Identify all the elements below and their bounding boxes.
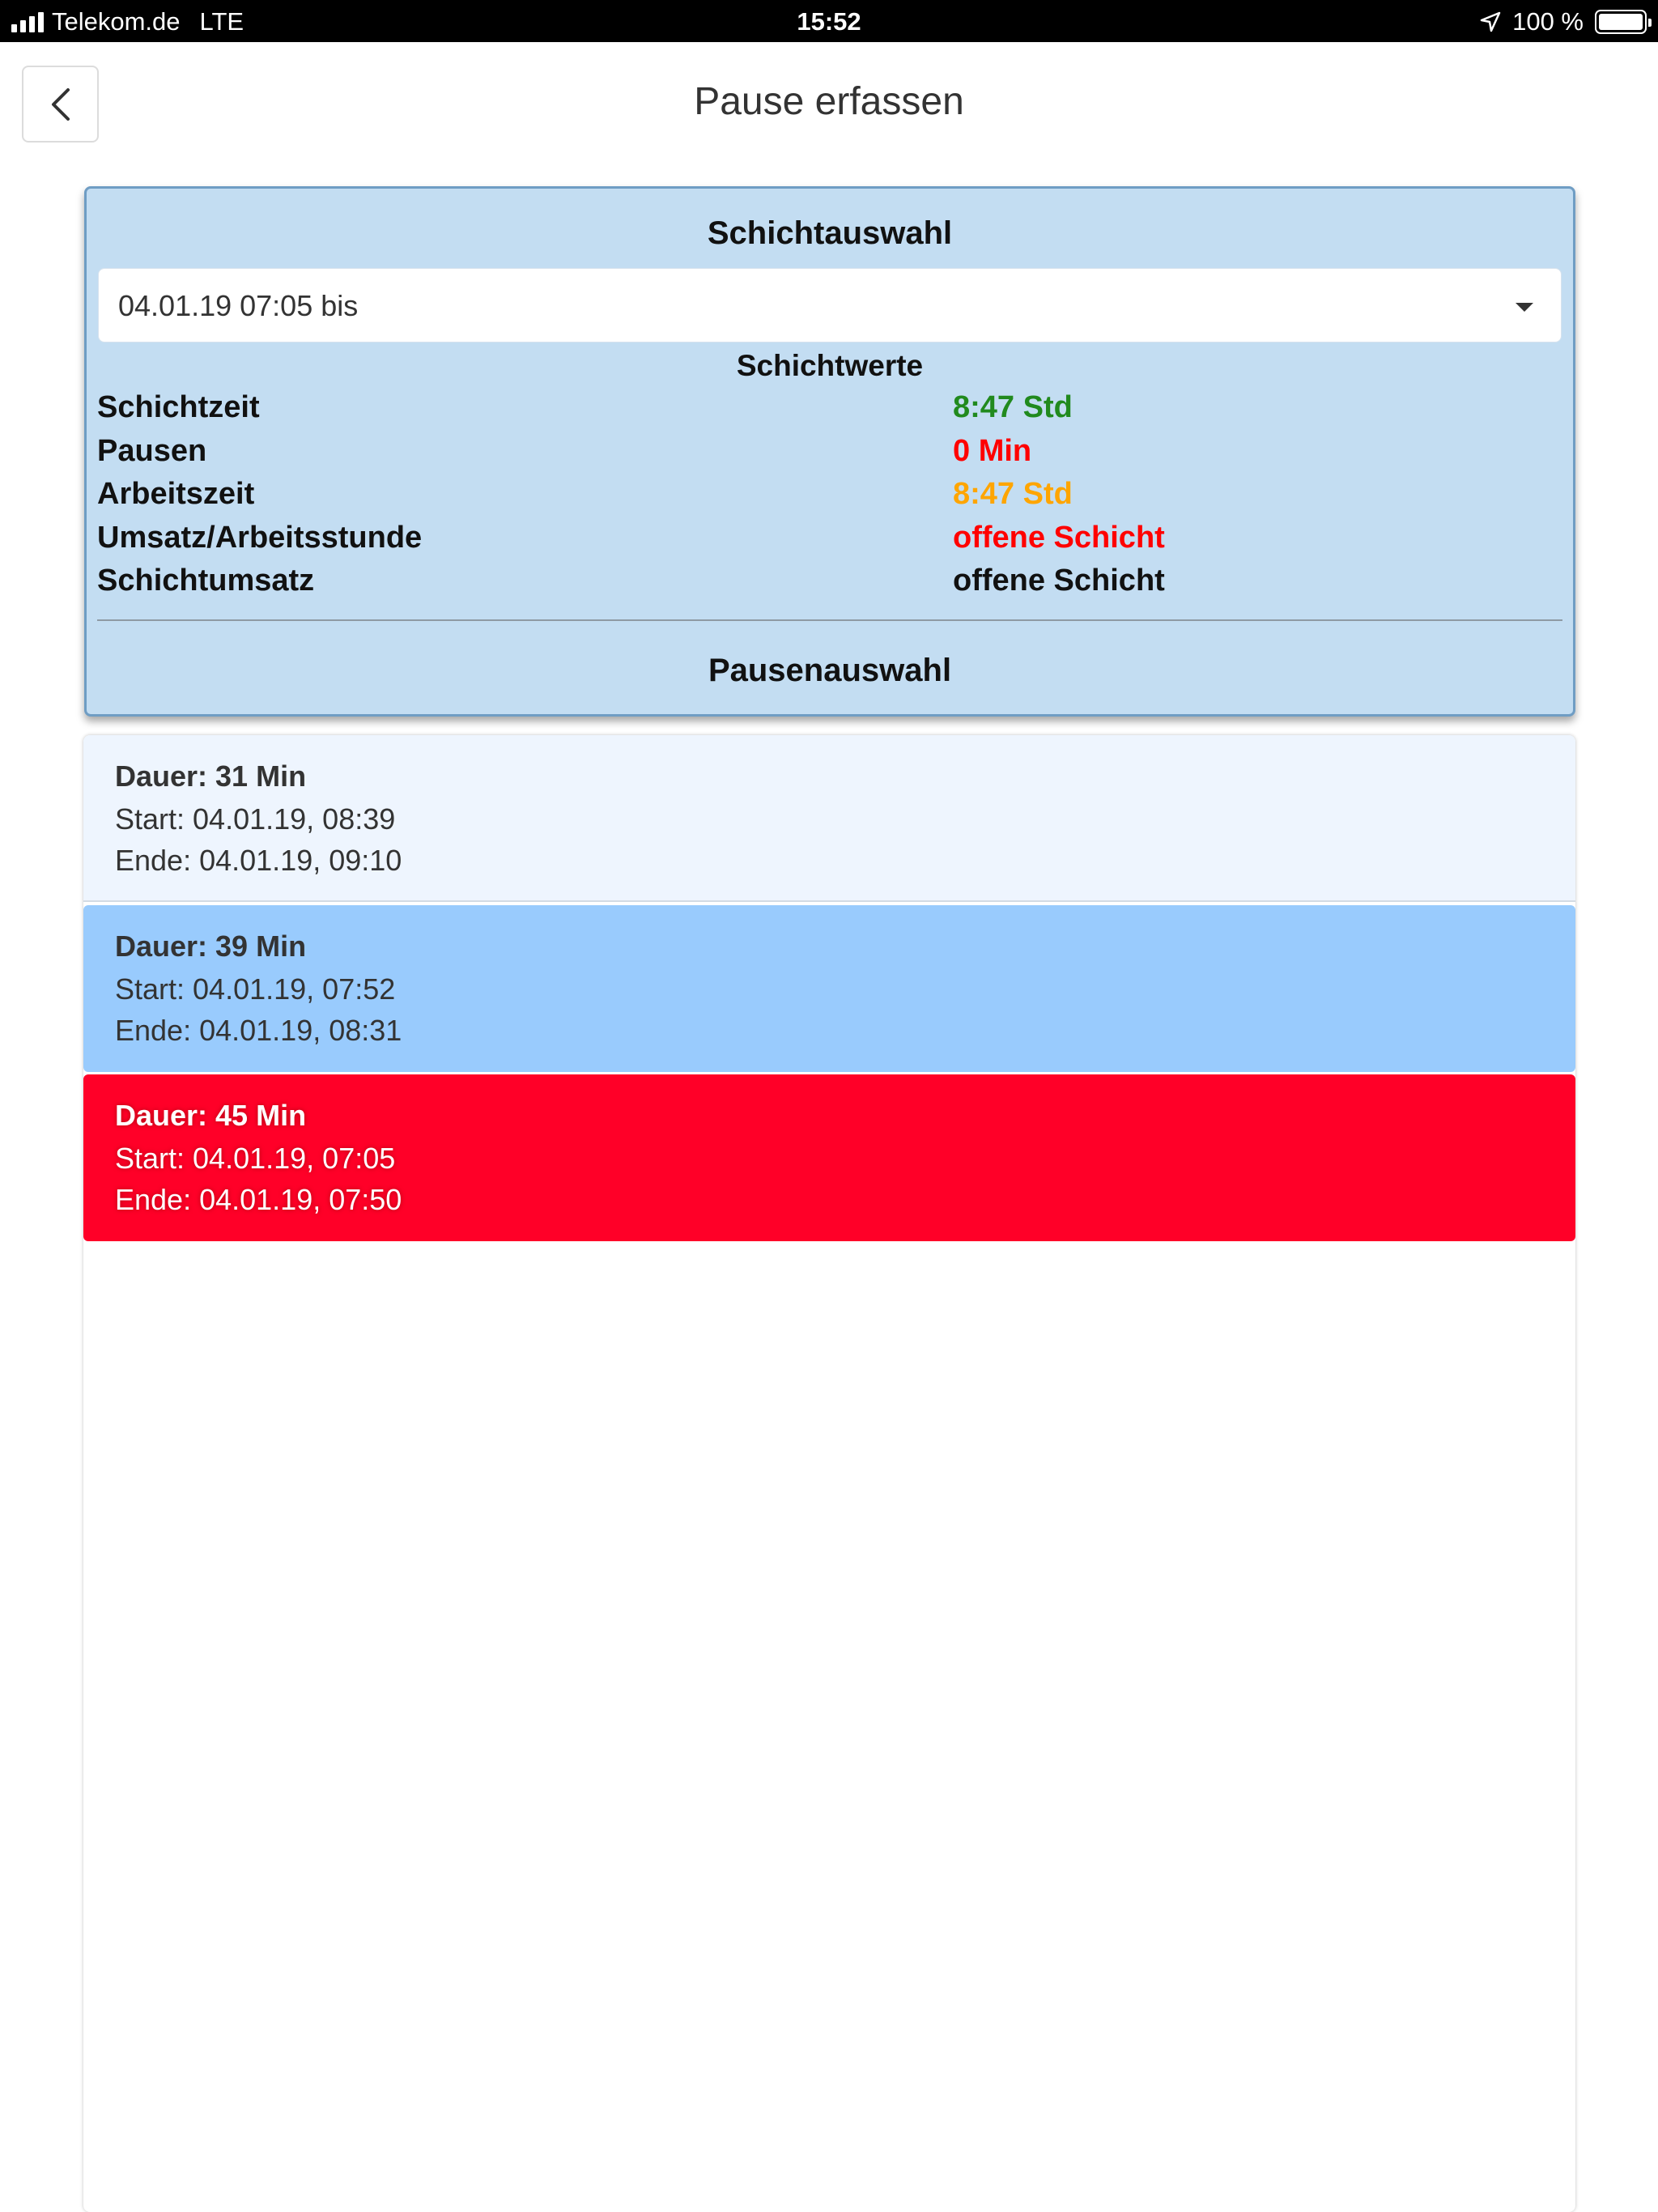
stat-value: offene Schicht	[953, 521, 1165, 555]
stat-row-umsatz-arbeitsstunde	[97, 521, 1554, 564]
caret-down-icon	[1516, 303, 1533, 312]
location-arrow-icon	[1480, 11, 1501, 32]
shift-panel	[84, 186, 1575, 717]
pause-item-selected[interactable]	[83, 905, 1575, 1072]
stat-row-arbeitszeit	[97, 477, 1554, 521]
shift-select-value: 04.01.19 07:05 bis	[118, 289, 359, 322]
pause-item-active[interactable]	[83, 1074, 1575, 1241]
page-title: Pause erfassen	[694, 80, 964, 123]
stat-label: Schichtumsatz	[97, 564, 315, 598]
pause-end: Ende: 04.01.19, 08:31	[115, 1014, 402, 1047]
pause-start: Start: 04.01.19, 07:52	[115, 972, 396, 1006]
pause-start: Start: 04.01.19, 07:05	[115, 1142, 396, 1175]
pause-duration: Dauer: 45 Min	[115, 1099, 307, 1132]
pause-item[interactable]	[83, 735, 1575, 902]
stat-label: Schichtzeit	[97, 390, 260, 424]
pause-start: Start: 04.01.19, 08:39	[115, 802, 396, 836]
status-bar	[0, 0, 1658, 42]
stat-value: 0 Min	[953, 434, 1032, 468]
stat-row-schichtzeit	[97, 390, 1554, 434]
pause-end: Ende: 04.01.19, 09:10	[115, 844, 402, 877]
network-label: LTE	[199, 7, 244, 36]
shift-select[interactable]	[98, 268, 1562, 342]
battery-icon	[1595, 10, 1647, 34]
pause-duration: Dauer: 39 Min	[115, 929, 307, 963]
carrier-label: Telekom.de	[52, 7, 181, 36]
pause-end: Ende: 04.01.19, 07:50	[115, 1183, 402, 1216]
shift-selection-heading: Schichtauswahl	[707, 215, 953, 251]
stat-row-pausen	[97, 434, 1554, 478]
pause-selection-heading: Pausenauswahl	[708, 653, 952, 688]
clock: 15:52	[797, 7, 861, 36]
stat-value: 8:47 Std	[953, 390, 1073, 424]
pause-duration: Dauer: 31 Min	[115, 759, 307, 793]
stat-label: Pausen	[97, 434, 207, 468]
stat-label: Umsatz/Arbeitsstunde	[97, 521, 423, 555]
stat-row-schichtumsatz	[97, 564, 1554, 607]
stat-value: offene Schicht	[953, 564, 1165, 598]
status-right	[1480, 7, 1647, 36]
battery-percent: 100 %	[1512, 7, 1584, 36]
divider	[97, 619, 1562, 621]
pause-list	[83, 735, 1575, 2212]
stat-value: 8:47 Std	[953, 477, 1073, 511]
shift-values-heading: Schichtwerte	[736, 349, 924, 382]
stat-label: Arbeitszeit	[97, 477, 255, 511]
